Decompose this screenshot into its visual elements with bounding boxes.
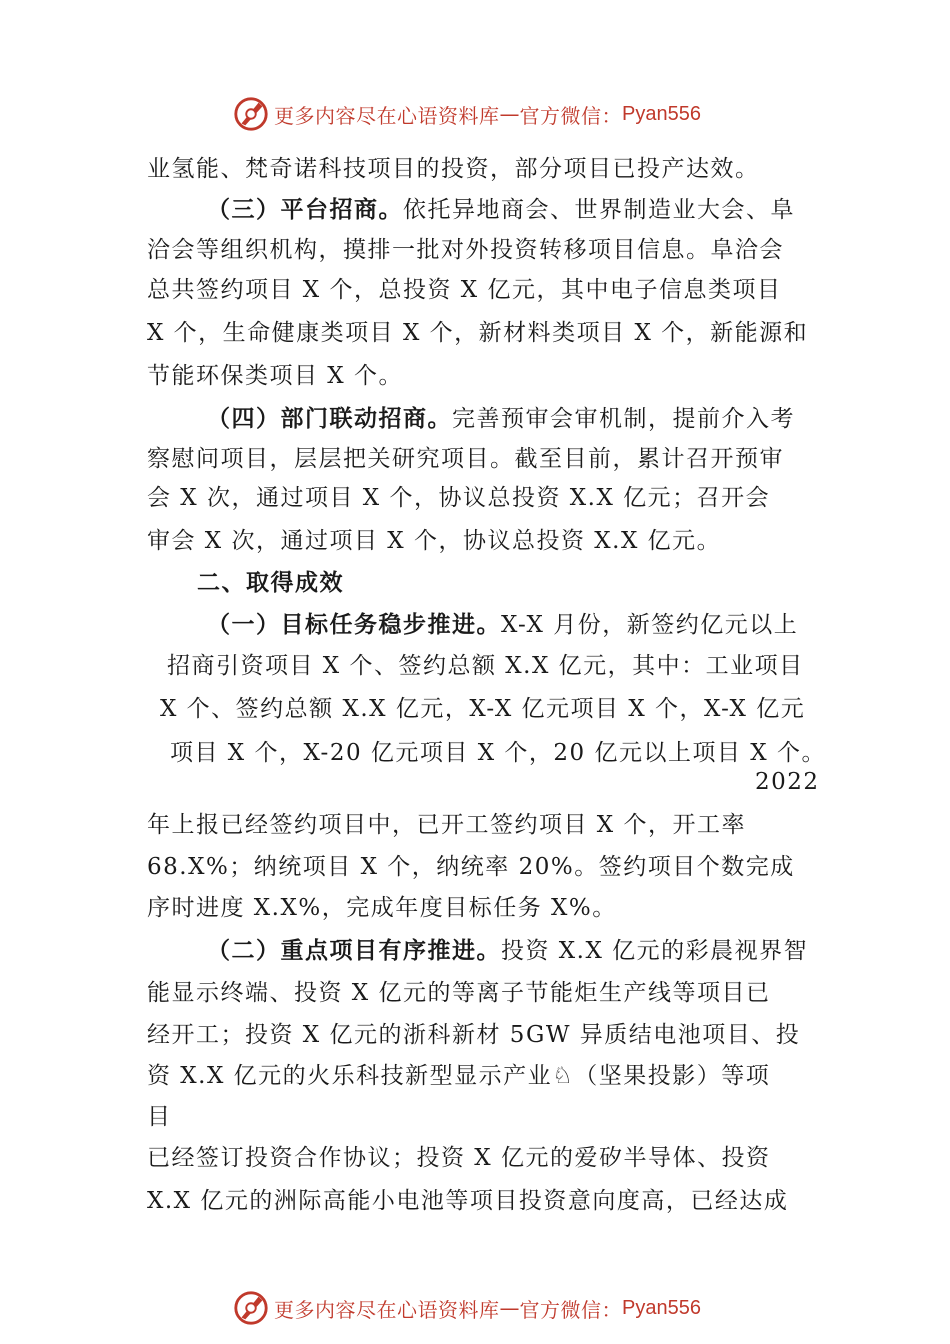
banner-wechat-label: 官方微信： [519, 103, 622, 128]
section-title: （四）部门联动招商。 [207, 405, 452, 432]
text-line: （三）平台招商。依托异地商会、世界制造业大会、阜 [207, 196, 795, 223]
banner-separator: — [499, 1296, 520, 1320]
text-line: X 个，生命健康类项目 X 个，新材料类项目 X 个，新能源和 [147, 320, 809, 346]
text-line: 业氢能、梵奇诺科技项目的投资，部分项目已投产达效。 [147, 156, 760, 182]
text-line: 资 X.X 亿元的火乐科技新型显示产业♘（坚果投影）等项 [147, 1063, 771, 1089]
banner-text: 更多内容尽在心语资料库 [274, 1297, 500, 1322]
text-line: 会 X 次，通过项目 X 个，协议总投资 X.X 亿元；召开会 [147, 485, 771, 511]
text-line: （二）重点项目有序推进。投资 X.X 亿元的彩晨视界智 [207, 937, 809, 964]
section-title: （一）目标任务稳步推进。 [207, 611, 501, 638]
section-title: （二）重点项目有序推进。 [207, 937, 501, 964]
banner-text: 更多内容尽在心语资料库 [274, 103, 500, 128]
footer-banner [232, 1288, 752, 1328]
text-line: 目 [147, 1104, 172, 1130]
text-line: （一）目标任务稳步推进。X-X 月份，新签约亿元以上 [207, 611, 799, 638]
banner-wechat-id: Pyan556 [622, 1296, 701, 1319]
banner-wechat-id: Pyan556 [622, 102, 701, 125]
text-line: （四）部门联动招商。完善预审会审机制，提前介入考 [207, 405, 795, 432]
text-line: X 个、签约总额 X.X 亿元，X-X 亿元项目 X 个，X-X 亿元 [160, 696, 806, 722]
section-title: （三）平台招商。 [207, 196, 403, 223]
text-line: 68.X%；纳统项目 X 个，纳统率 20%。签约项目个数完成 [147, 854, 795, 880]
text-line: 年上报已经签约项目中，已开工签约项目 X 个，开工率 [147, 812, 746, 838]
text-line: 察慰问项目，层层把关研究项目。截至目前，累计召开预审 [147, 446, 784, 472]
text-line: 序时进度 X.X%，完成年度目标任务 X%。 [147, 895, 617, 921]
text-line: 2022 [755, 769, 820, 795]
logo-icon [232, 1289, 270, 1327]
section-heading: 二、取得成效 [197, 570, 344, 596]
text-line: X.X 亿元的洲际高能小电池等项目投资意向度高，已经达成 [147, 1188, 789, 1214]
text-line: 已经签订投资合作协议；投资 X 亿元的爱矽半导体、投资 [147, 1145, 771, 1171]
text-line: 能显示终端、投资 X 亿元的等离子节能炬生产线等项目已 [147, 980, 771, 1006]
text-line: 洽会等组织机构，摸排一批对外投资转移项目信息。阜洽会 [147, 237, 784, 263]
text-line: 总共签约项目 X 个，总投资 X 亿元，其中电子信息类项目 [147, 277, 782, 303]
banner-wechat-label: 官方微信： [519, 1297, 622, 1322]
text-line: 审会 X 次，通过项目 X 个，协议总投资 X.X 亿元。 [147, 528, 722, 554]
text-line: 经开工；投资 X 亿元的浙科新材 5GW 异质结电池项目、投 [147, 1022, 801, 1048]
text-line: 招商引资项目 X 个、签约总额 X.X 亿元，其中：工业项目 [167, 653, 804, 679]
text-line: 项目 X 个，X-20 亿元项目 X 个，20 亿元以上项目 X 个。 [170, 740, 826, 766]
text-line: 节能环保类项目 X 个。 [147, 363, 403, 389]
banner-separator: — [499, 102, 520, 126]
